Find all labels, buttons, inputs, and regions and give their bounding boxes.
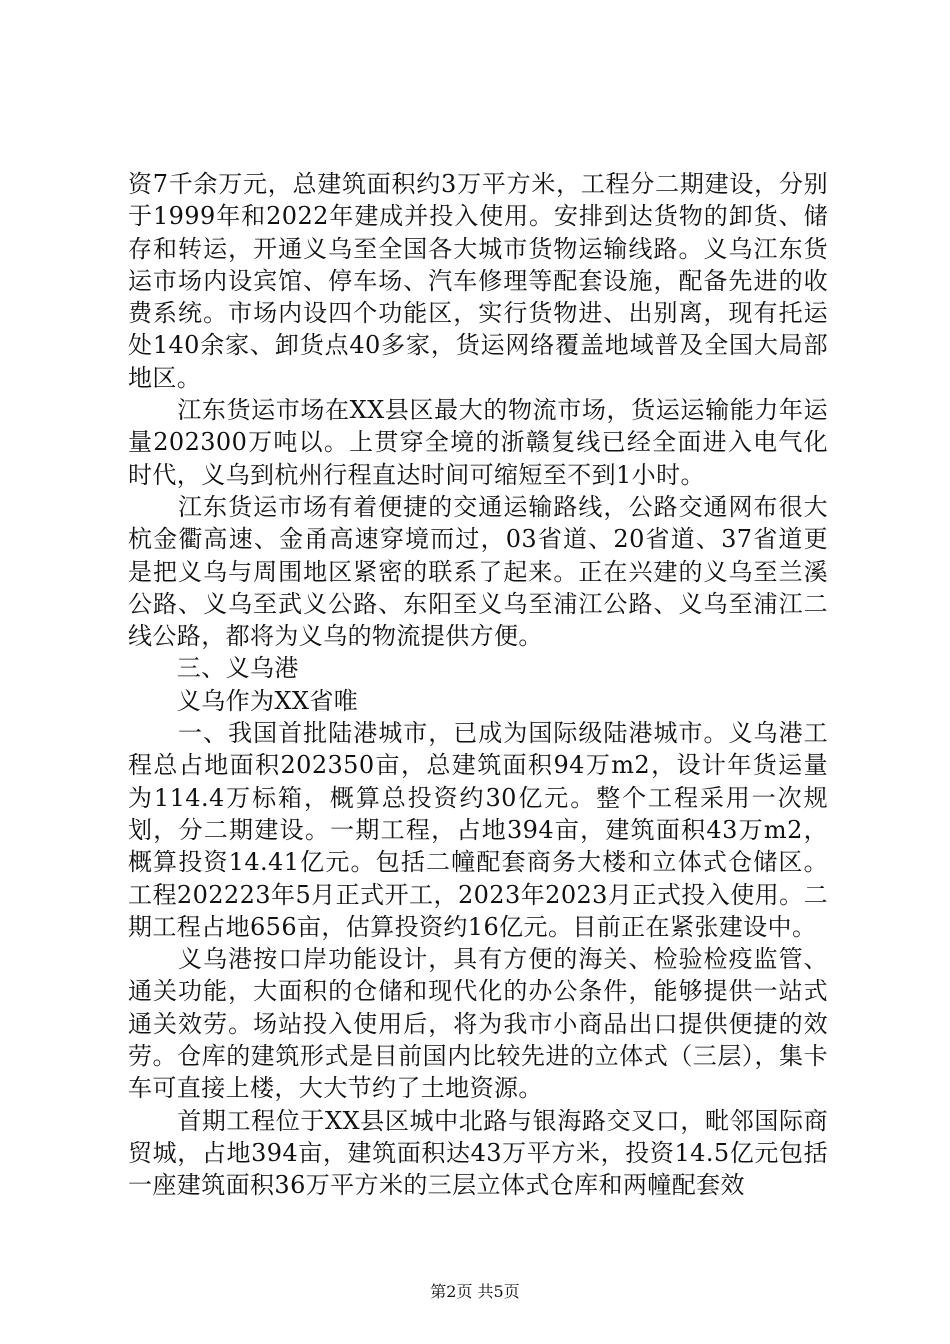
page-number-footer: 第2页 共5页 xyxy=(430,1282,520,1301)
paragraph-5: 一、我国首批陆港城市，已成为国际级陆港城市。义乌港工程总占地面积202350亩，总建筑面积94万m2，设计年货运量为114.4万标箱，概算总投资约30亿元。整个工程采用一次规划，分二期建设。一期工程，占地394亩，建筑面积43万m2，概算投资14.41亿元。包括二幢配套商务大楼和立体式仓储区。工程202223年5月正式开工，2023年2023月正式投入使用。二期工程占地656亩，估算投资约16亿元。目前正在紧张建设中。 xyxy=(128,719,828,941)
paragraph-1: 资7千余万元，总建筑面积约3万平方米，工程分二期建设，分别于1999年和2022年建成并投入使用。安排到达货物的卸货、储存和转运，开通义乌至全国各大城市货物运输线路。义乌江东货运市场内设宾馆、停车场、汽车修理等配套设施，配备先进的收费系统。市场内设四个功能区，实行货物进、出别离，现有托运处140余家、卸货点40多家，货运网络覆盖地域普及全国大局部地区。 xyxy=(128,170,828,392)
paragraph-6: 义乌港按口岸功能设计，具有方便的海关、检验检疫监管、通关功能，大面积的仓储和现代化的办公条件，能够提供一站式通关效劳。场站投入使用后，将为我市小商品出口提供便捷的效劳。仓库的建筑形式是目前国内比较先进的立体式（三层），集卡车可直接上楼，大大节约了土地资源。 xyxy=(128,945,828,1103)
paragraph-7: 首期工程位于XX县区城中北路与银海路交叉口，毗邻国际商贸城，占地394亩，建筑面积达43万平方米，投资14.5亿元包括一座建筑面积36万平方米的三层立体式仓库和两幢配套效 xyxy=(128,1106,828,1200)
paragraph-4: 义乌作为XX省唯 xyxy=(128,686,359,715)
paragraph-3: 江东货运市场有着便捷的交通运输路线，公路交通网布很大杭金衢高速、金甬高速穿境而过，03省道、20省道、37省道更是把义乌与周围地区紧密的联系了起来。正在兴建的义乌至兰溪公路、义乌至武义公路、东阳至义乌至浦江公路、义乌至浦江二线公路，都将为义乌的物流提供方便。 xyxy=(128,492,828,651)
paragraph-2: 江东货运市场在XX县区最大的物流市场，货运运输能力年运量202300万吨以。上贯穿全境的浙赣复线已经全面进入电气化时代，义乌到杭州行程直达时间可缩短至不到1小时。 xyxy=(128,396,828,489)
document-body xyxy=(128,168,828,1202)
section-heading-yiwu-port: 三、义乌港 xyxy=(128,654,299,683)
